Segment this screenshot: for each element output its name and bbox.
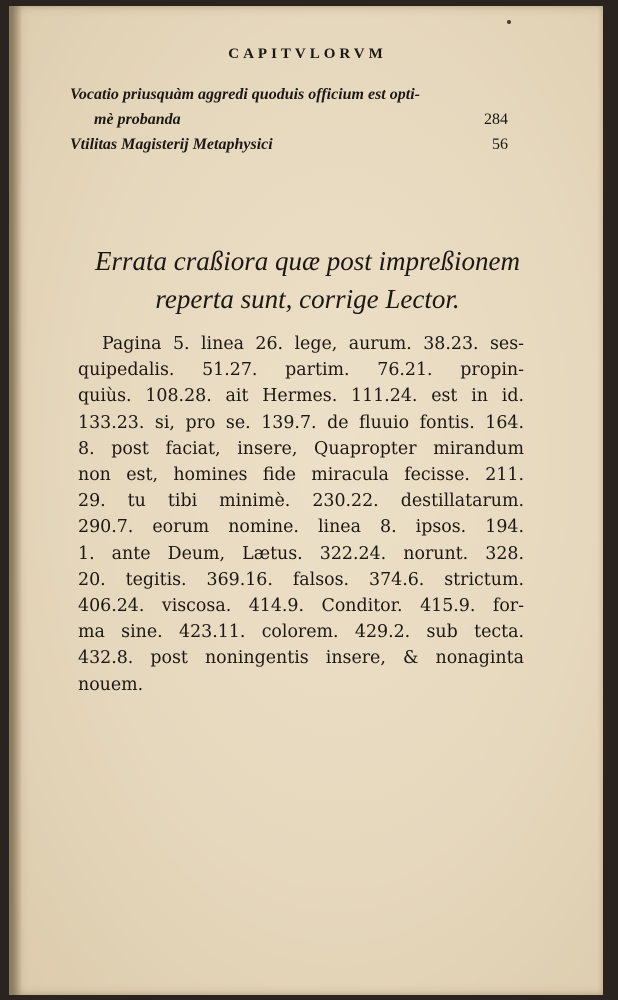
errata-line: 1. ante Deum, Lætus. 322.24. norunt. 328. [78,543,524,564]
ink-speck [507,20,511,24]
spine-shadow [12,6,22,995]
toc-entry-text: Vocatio priusquàm aggredi quoduis officium est opti- [70,86,420,103]
errata-line: 406.24. viscosa. 414.9. Conditor. 415.9. for- [78,596,524,617]
book-page [9,6,603,995]
table-of-contents [70,82,508,157]
toc-entry [70,107,508,132]
errata-line: 290.7. eorum nomine. linea 8. ipsos. 194. [78,517,524,538]
errata-line: 8. post faciat, insere, Quapropter mirandum [78,438,524,459]
errata-list [78,331,524,698]
errata-line: quiùs. 108.28. ait Hermes. 111.24. est in id. [78,386,524,407]
errata-line: quipedalis. 51.27. partim. 76.21. propin- [78,360,524,381]
toc-entry-page: 56 [492,136,508,153]
errata-line: non est, homines fide miracula fecisse. 211. [78,465,524,486]
errata-line: 20. tegitis. 369.16. falsos. 374.6. strictum. [78,569,524,590]
toc-entry [70,82,508,107]
running-head: CAPITVLORVM [228,46,387,62]
errata-heading-line: reperta sunt, corrige Lector. [155,284,460,314]
toc-entry-page: 284 [484,111,508,128]
toc-entry-text: mè probanda [94,111,181,128]
errata-line: 133.23. si, pro se. 139.7. de fluuio fontis. 164. [78,412,524,433]
errata-line: Pagina 5. linea 26. lege, aurum. 38.23. ses- [102,334,524,354]
errata-line: 432.8. post noningentis insere, & nonaginta [78,648,524,669]
toc-entry-text: Vtilitas Magisterij Metaphysici [70,136,273,153]
errata-heading-line: Errata craßiora quæ post impreßionem [95,246,520,276]
errata-line: ma sine. 423.11. colorem. 429.2. sub tecta. [78,622,524,643]
errata-heading [12,242,603,318]
errata-line: nouem. [78,674,144,695]
errata-line: 29. tu tibi minimè. 230.22. destillatarum. [78,491,524,512]
toc-entry [70,132,508,157]
